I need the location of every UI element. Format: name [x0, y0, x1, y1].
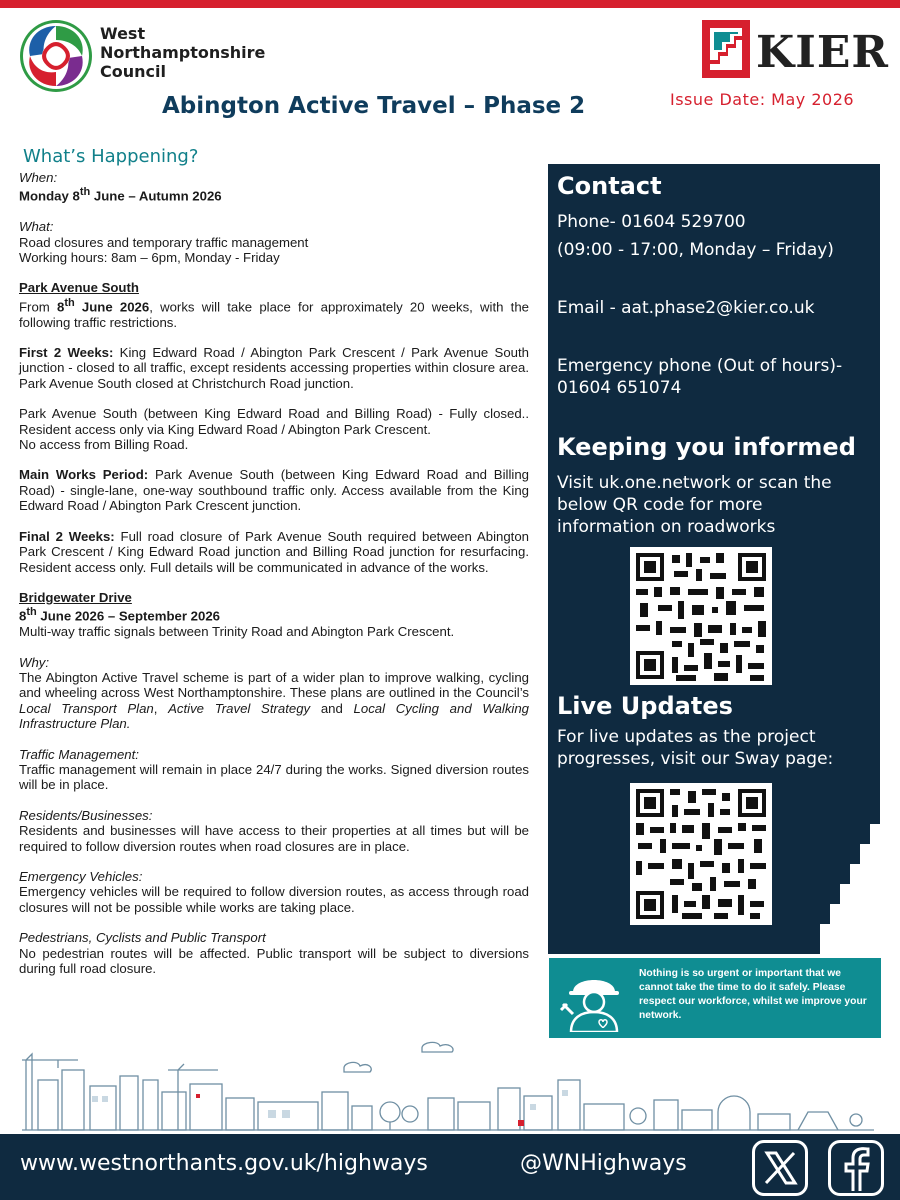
- when-value: [19, 185, 529, 204]
- council-name-line: Northamptonshire: [100, 43, 266, 62]
- final-weeks-text: Full road closure of Park Avenue South required between Abington Park Crescent / King Edward Road junction and Billing Road junction for resurfacing. Resident access only. Full details will be communicated in advance of the works.: [19, 528, 529, 575]
- highways-website-link[interactable]: www.westnorthants.gov.uk/highways: [20, 1151, 428, 1176]
- plan-name: Active Travel Strategy: [168, 700, 311, 716]
- keeping-informed-heading: Keeping you informed: [557, 433, 856, 461]
- bridgewater-date-text: 8: [19, 608, 27, 624]
- issue-date: Issue Date: May 2026: [670, 90, 855, 109]
- residents-text: Residents and businesses will have access to their properties at all times but will be required to follow diversion routes when road closures are in place.: [19, 823, 529, 854]
- ordinal-suffix: th: [79, 186, 91, 199]
- final-weeks-label: Final 2 Weeks:: [19, 528, 115, 544]
- page-title: Abington Active Travel – Phase 2: [162, 93, 586, 119]
- traffic-text: Traffic management will remain in place 24/7 during the works. Signed diversion routes will be in place.: [19, 761, 529, 793]
- bridgewater-heading: Bridgewater Drive: [19, 589, 132, 605]
- workforce-icon: [559, 964, 629, 1032]
- intro-text: , works will take place for approximately 20 weeks, with the following traffic restrictions.: [19, 299, 529, 330]
- bridgewater-dates: [19, 605, 529, 624]
- whats-happening-heading: What’s Happening?: [23, 146, 199, 167]
- when-label: When:: [19, 170, 58, 185]
- twitter-handle[interactable]: @WNHighways: [520, 1151, 687, 1176]
- park-avenue-intro: [19, 296, 529, 330]
- contact-email[interactable]: Email - aat.phase2@kier.co.uk: [557, 298, 815, 318]
- first-weeks-text: King Edward Road / Abington Park Crescent / Park Avenue South junction - closed to all traffic, except residents accessing properties within closure area. Park Avenue South closed at Christchurch Road junction.: [19, 345, 529, 391]
- intro-text: From: [19, 299, 57, 315]
- city-skyline-illustration: [18, 1040, 878, 1132]
- traffic-label: Traffic Management:: [19, 746, 139, 762]
- live-updates-line: For live updates as the project: [557, 727, 816, 747]
- main-period-label: Main Works Period:: [19, 467, 149, 483]
- no-access-line: No access from Billing Road.: [19, 437, 189, 453]
- roadworks-qr-code[interactable]: [630, 547, 772, 685]
- main-period-text: Park Avenue South (between King Edward Road and Billing Road) - single-lane, one-way southbound traffic only. Access available from the King Edward Road / Abington Park Crescent junction.: [19, 467, 529, 514]
- council-name-line: Council: [100, 62, 166, 81]
- intro-date: June 2026: [74, 299, 150, 315]
- why-text: and: [310, 700, 354, 716]
- when-value-text: Monday 8: [19, 188, 80, 204]
- kier-wordmark: KIER: [756, 27, 889, 78]
- ordinal-suffix: th: [64, 296, 75, 309]
- what-label: What:: [19, 219, 54, 235]
- contact-hours: (09:00 - 17:00, Monday – Friday): [557, 240, 834, 260]
- sway-qr-code[interactable]: [630, 783, 772, 925]
- bridgewater-text: Multi-way traffic signals between Trinity Road and Abington Park Crescent.: [19, 624, 455, 640]
- why-paragraph: [19, 670, 529, 732]
- top-accent-bar: [0, 0, 900, 8]
- emergency-phone-label: Emergency phone (Out of hours)-: [557, 356, 843, 376]
- safety-banner: [549, 958, 881, 1038]
- safety-message: Nothing is so urgent or important that we cannot take the time to do it safely. Please respect our workforce, whilst we improve your network.: [639, 968, 867, 1021]
- live-updates-line: progresses, visit our Sway page:: [557, 749, 834, 769]
- first-weeks-paragraph: [19, 345, 529, 391]
- pedestrians-label: Pedestrians, Cyclists and Public Transport: [19, 930, 266, 946]
- final-weeks-paragraph: [19, 529, 529, 575]
- x-icon[interactable]: [752, 1140, 808, 1196]
- emergency-text: Emergency vehicles will be required to follow diversion routes, as access through road closures will not be possible while works are taking place.: [19, 884, 529, 915]
- pedestrians-text: No pedestrian routes will be affected. Public transport will be subject to diversions during full road closure.: [19, 945, 529, 977]
- first-weeks-label: First 2 Weeks:: [19, 345, 114, 361]
- live-updates-heading: Live Updates: [557, 692, 733, 720]
- what-line: Working hours: 8am – 6pm, Monday - Friday: [19, 250, 280, 266]
- residents-label: Residents/Businesses:: [19, 807, 153, 823]
- why-text: The Abington Active Travel scheme is part of a wider plan to improve walking, cycling and wheeling across West Northamptonshire. These plans are outlined in the Council’s: [19, 669, 529, 701]
- park-avenue-heading: Park Avenue South: [19, 280, 139, 296]
- informed-line: information on roadworks: [557, 517, 776, 537]
- when-value-text: June – Autumn 2026: [90, 188, 222, 204]
- wnc-logo: [16, 16, 96, 96]
- council-name: [100, 24, 265, 81]
- contact-phone[interactable]: Phone- 01604 529700: [557, 212, 746, 232]
- why-label: Why:: [19, 654, 50, 670]
- emergency-phone-number[interactable]: 01604 651074: [557, 378, 682, 398]
- emergency-label: Emergency Vehicles:: [19, 868, 143, 884]
- footer-bar: [0, 1134, 900, 1200]
- ordinal-suffix: th: [26, 606, 37, 619]
- main-content: [19, 170, 529, 976]
- informed-line: below QR code for more: [557, 495, 763, 515]
- facebook-icon[interactable]: [828, 1140, 884, 1196]
- plan-name: Local Transport Plan: [19, 700, 154, 716]
- bridgewater-date-text: June 2026 – September 2026: [36, 608, 221, 624]
- informed-line: Visit uk.one.network or scan the: [557, 473, 832, 493]
- why-text: ,: [153, 700, 169, 716]
- contact-heading: Contact: [557, 172, 662, 200]
- pas-closed-paragraph: Park Avenue South (between King Edward Road and Billing Road) - Fully closed.. Resident access only via King Edward Road / Abington Park Crescent.: [19, 406, 529, 437]
- intro-date: 8: [56, 299, 65, 315]
- council-name-line: West: [100, 24, 146, 43]
- plan-name: Local Cycling and Walking Infrastructure Plan.: [19, 700, 530, 732]
- what-line: Road closures and temporary traffic management: [19, 234, 309, 250]
- main-period-paragraph: [19, 467, 529, 513]
